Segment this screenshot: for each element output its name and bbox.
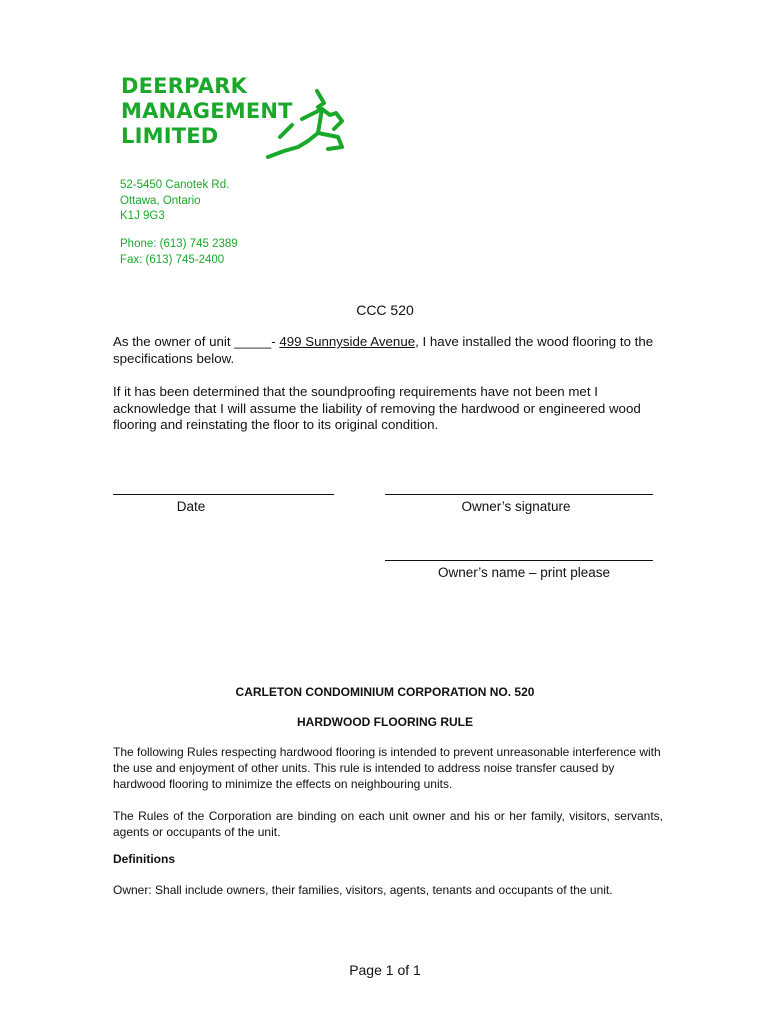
signature-line [385,494,653,495]
print-name-label: Owner’s name – print please [437,565,611,580]
signature-label: Owner’s signature [461,499,571,514]
address-line-1: 52-5450 Canotek Rd. [120,179,230,191]
property-address: 499 Sunnyside Avenue [279,334,416,349]
corporation-heading: CARLETON CONDOMINIUM CORPORATION NO. 520 [235,685,535,699]
form-code: CCC 520 [356,302,414,318]
page-number: Page 1 of 1 [349,962,421,978]
date-label: Date [176,499,206,514]
rule-binding: The Rules of the Corporation are binding on each unit owner and his or her family, visitors, servants, agents or occupants of the unit. [113,809,663,839]
definitions-heading: Definitions [113,852,175,866]
rule-title: HARDWOOD FLOORING RULE [297,715,473,729]
address-line-3: K1J 9G3 [120,210,165,222]
date-line [113,494,334,495]
address-line-2: Ottawa, Ontario [120,194,201,207]
owner-definition: Owner: Shall include owners, their families, visitors, agents, tenants and occupants of the unit. [113,883,613,897]
acknowledgement-paragraph: If it has been determined that the soundproofing requirements have not been met I acknowledge that I will assume the liability of removing the hardwood or engineered wood flooring and reinstating the floor to its original condition. [113,384,641,432]
deer-icon [262,85,352,163]
fax-line: Fax: (613) 745-2400 [120,253,225,266]
company-name-line-3: LIMITED [121,124,219,148]
company-name-line-1: DEERPARK [121,74,248,98]
company-contact [120,237,238,268]
rule-intro: The following Rules respecting hardwood flooring is intended to prevent unreasonable interference with the use and enjoyment of other units. This rule is intended to address noise transfer caused by hardwood flooring to minimize the effects on neighbouring units. [113,745,661,791]
owner-statement-prefix: As the owner of unit _____- [113,334,280,349]
company-address [120,178,229,225]
owner-statement-suffix: , I have installed the wood flooring to the specifications below. [113,334,654,366]
owner-statement [113,334,663,367]
company-name-line-2: MANAGEMENT [121,99,293,123]
phone-line: Phone: (613) 745 2389 [120,238,238,250]
print-name-line [385,560,653,561]
